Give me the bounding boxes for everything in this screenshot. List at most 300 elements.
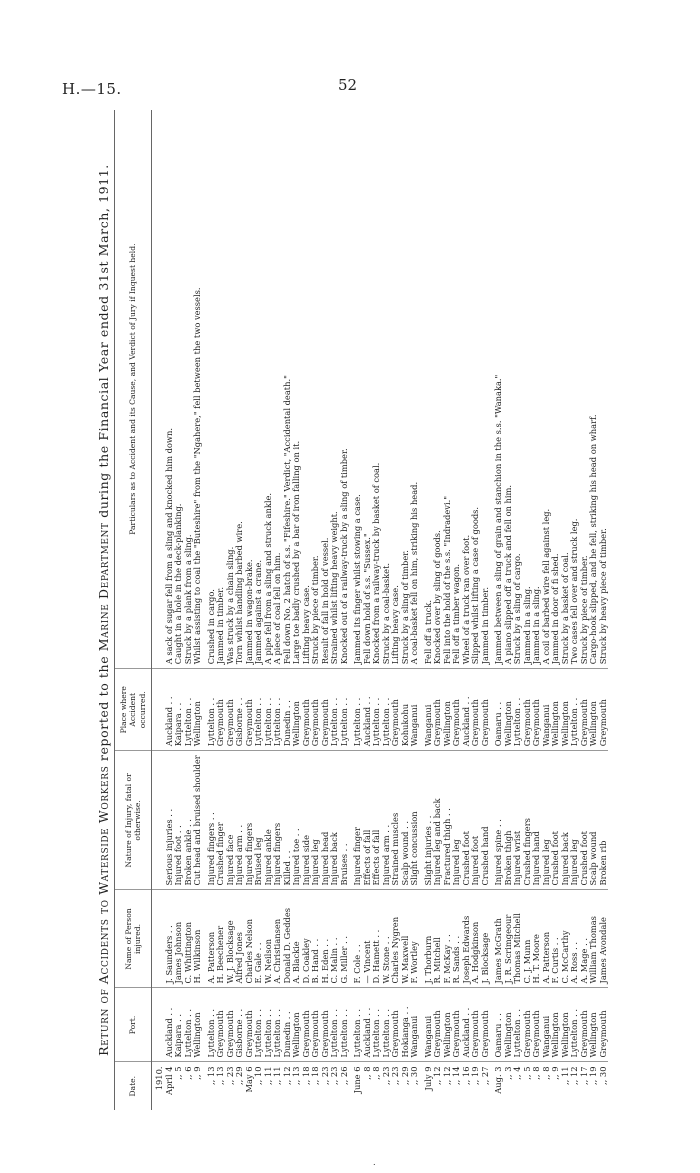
- port-cell: Wanganui: [420, 988, 434, 1062]
- injury-cell: Injured back: [561, 751, 571, 890]
- date-cell: ,, 12: [569, 1066, 579, 1085]
- date-cell: ,, 14: [451, 1066, 461, 1085]
- port-cell: Wellington: [561, 988, 571, 1062]
- date-cell: ,, 13: [205, 1066, 216, 1085]
- particulars-cell: Jammed in a sling.: [532, 110, 542, 669]
- name-cell: C. Malin . .: [330, 890, 340, 988]
- port-cell: Lyttelton . .: [203, 988, 217, 1062]
- name-cell: Joseph Edwards: [462, 890, 472, 988]
- injury-cell: Crushed foot: [462, 751, 472, 890]
- particulars-cell: Result of fall in hold of vessel.: [321, 110, 331, 669]
- injury-cell: Scalp wound . .: [401, 751, 411, 890]
- particulars-cell: Whilst assisting to coal the "Buteshire" from the "Ngahere," fell between the two vessels.: [193, 110, 203, 669]
- title-middle: reported to the: [96, 655, 111, 762]
- name-cell: William Thomas: [589, 890, 599, 988]
- port-cell: Greymouth: [523, 988, 533, 1062]
- particulars-cell: Jammed in door of fi shed.: [551, 110, 561, 669]
- date-cell: ,, 12: [281, 1066, 292, 1085]
- place-cell: Auckland . .: [363, 669, 373, 751]
- name-cell: A. Christiansen: [273, 890, 283, 988]
- particulars-cell: Jammed in timber.: [481, 110, 491, 669]
- injury-cell: Injured leg: [542, 751, 552, 890]
- injury-cell: Crushed fingers: [523, 751, 533, 890]
- name-cell: Alfred Jones: [235, 890, 245, 988]
- place-cell: Greymouth: [216, 669, 226, 751]
- place-cell: Wanganui: [410, 669, 420, 751]
- injury-cell: Crushed foot: [580, 751, 590, 890]
- injury-cell: Broken thigh: [504, 751, 514, 890]
- column-header-name: Name of Person injured.: [115, 890, 152, 988]
- injury-cell: Bruised leg: [254, 751, 264, 890]
- particulars-cell: Fell down hold of s.s. "Sussex.": [363, 110, 373, 669]
- place-cell: [152, 669, 165, 751]
- page-number: 52: [338, 76, 358, 94]
- date-cell: ,, 19: [588, 1066, 598, 1085]
- injury-cell: Injured side: [302, 751, 312, 890]
- place-cell: Wellington: [443, 669, 453, 751]
- particulars-cell: Struck by piece of timber.: [580, 110, 590, 669]
- name-cell: R. Mitchell: [433, 890, 443, 988]
- name-cell: C. Whittington: [184, 890, 194, 988]
- place-cell: Greymouth: [245, 669, 255, 751]
- place-cell: Gisborne . .: [235, 669, 245, 751]
- port-cell: Wellington: [193, 988, 203, 1062]
- name-cell: G. Miller . .: [340, 890, 350, 988]
- particulars-cell: Cargo-hook slipped, and he fell, striking his head on wharf.: [589, 110, 599, 669]
- port-cell: Lyttelton . .: [570, 988, 580, 1062]
- place-cell: Greymouth: [226, 669, 236, 751]
- name-cell: James Avondale: [599, 890, 609, 988]
- place-cell: Greymouth: [580, 669, 590, 751]
- column-header-particulars: Particulars as to Accident and its Cause, and Verdict of Jury if Inquest held.: [115, 110, 152, 669]
- particulars-cell: Torn whilst handling barbed wire.: [235, 110, 245, 669]
- port-cell: Hokianga . .: [401, 988, 411, 1062]
- injury-cell: Injured foot: [471, 751, 481, 890]
- name-cell: Thomas Mitchell: [513, 890, 523, 988]
- date-cell: ,, 23: [224, 1066, 235, 1085]
- particulars-cell: [152, 110, 165, 669]
- name-cell: A. Patterson: [542, 890, 552, 988]
- name-cell: A. Mage . .: [580, 890, 590, 988]
- place-cell: Lyttelton . .: [273, 669, 283, 751]
- port-cell: Auckland . .: [165, 988, 175, 1062]
- port-cell: Greymouth: [391, 988, 401, 1062]
- name-cell: R. Sands . .: [452, 890, 462, 988]
- table-header-row: [115, 110, 152, 1110]
- place-cell: Lyttelton . .: [203, 669, 217, 751]
- name-cell: J. Blocksage: [481, 890, 491, 988]
- column-header-place: Place where Accident occurred.: [115, 669, 152, 751]
- place-cell: Greymouth: [599, 669, 609, 751]
- place-cell: Auckland . .: [165, 669, 175, 751]
- table-row: [481, 110, 491, 1110]
- table-row: [340, 110, 350, 1110]
- date-cell: ,, 8: [371, 1066, 381, 1080]
- name-cell: E. Gale . .: [254, 890, 264, 988]
- port-cell: Greymouth: [216, 988, 226, 1062]
- place-cell: Greymouth: [302, 669, 312, 751]
- particulars-cell: Knocked over by sling of goods.: [433, 110, 443, 669]
- place-cell: Wellington: [561, 669, 571, 751]
- injury-cell: Strained muscles: [391, 751, 401, 890]
- injury-cell: Crushed hand: [481, 751, 491, 890]
- date-cell: ,, 9: [192, 1066, 202, 1080]
- port-cell: Greymouth: [532, 988, 542, 1062]
- injury-cell: Injured leg and back: [433, 751, 443, 890]
- port-cell: Lyttelton . .: [330, 988, 340, 1062]
- injury-cell: Killed . .: [283, 751, 293, 890]
- port-cell: Auckland . .: [462, 988, 472, 1062]
- injury-cell: Injured spine . .: [490, 751, 504, 890]
- date-cell: ,, 11: [262, 1066, 273, 1085]
- date-cell: Aug. 3: [493, 1066, 503, 1094]
- name-cell: F. Wortley: [410, 890, 420, 988]
- name-cell: C. McCarthy: [561, 890, 571, 988]
- port-cell: Greymouth: [311, 988, 321, 1062]
- port-cell: Greymouth: [481, 988, 491, 1062]
- place-cell: Lyttelton . .: [513, 669, 523, 751]
- place-cell: Greymouth: [391, 669, 401, 751]
- place-cell: Lyttelton . .: [372, 669, 382, 751]
- particulars-cell: Jammed in timber.: [216, 110, 226, 669]
- place-cell: Dunedin . .: [283, 669, 293, 751]
- injury-cell: Fractured thigh . .: [443, 751, 453, 890]
- date-cell: ,, 4: [512, 1066, 522, 1080]
- table-row: [420, 110, 434, 1110]
- place-cell: Oamaru . .: [490, 669, 504, 751]
- particulars-cell: Struck by a sling of cargo.: [513, 110, 523, 669]
- column-header-date: Date.: [115, 1062, 152, 1110]
- port-cell: Wanganui: [542, 988, 552, 1062]
- date-cell: ,, 29: [399, 1066, 410, 1085]
- particulars-cell: Slipped whilst lifting a case of goods.: [471, 110, 481, 669]
- page-id: H.—15.: [62, 80, 122, 98]
- name-cell: H. Wilkinson: [193, 890, 203, 988]
- port-cell: [152, 988, 165, 1062]
- name-cell: D. Coakley: [302, 890, 312, 988]
- place-cell: Wellington: [292, 669, 302, 751]
- date-cell: ,, 18: [310, 1066, 320, 1085]
- name-cell: A. Patterson: [203, 890, 217, 988]
- injury-cell: Injured foot . .: [174, 751, 184, 890]
- particulars-cell: Struck by a coal-basket.: [382, 110, 392, 669]
- port-cell: Wellington: [443, 988, 453, 1062]
- port-cell: Greymouth: [580, 988, 590, 1062]
- port-cell: Greymouth: [471, 988, 481, 1062]
- particulars-cell: Fell into the hold of the s.s. "Indradevi.": [443, 110, 453, 669]
- date-cell: ,, 8: [531, 1066, 541, 1080]
- particulars-cell: Strained whilst lifting heavy weight.: [330, 110, 340, 669]
- table-row: [193, 110, 203, 1110]
- place-cell: Kaipara . .: [174, 669, 184, 751]
- particulars-cell: A pipe fell from a sling and struck ankle.: [264, 110, 274, 669]
- particulars-cell: Two cases fell over and struck leg.: [570, 110, 580, 669]
- date-cell: June 6: [352, 1066, 362, 1094]
- injury-cell: Bruises . .: [340, 751, 350, 890]
- column-header-port: Port.: [115, 988, 152, 1062]
- port-cell: Dunedin . .: [283, 988, 293, 1062]
- port-cell: Greymouth: [226, 988, 236, 1062]
- place-cell: Lyttelton . .: [254, 669, 264, 751]
- place-cell: Auckland . .: [462, 669, 472, 751]
- table-row: [203, 110, 217, 1110]
- particulars-cell: Knocked from a railway-truck by basket of coal.: [372, 110, 382, 669]
- particulars-cell: Jammed its finger whilst stowing a case.: [349, 110, 363, 669]
- date-cell: ,, 9: [550, 1066, 560, 1080]
- date-cell: ,, 18: [300, 1066, 311, 1085]
- port-cell: Lyttelton . .: [264, 988, 274, 1062]
- place-cell: Greymouth: [532, 669, 542, 751]
- particulars-cell: Lifting heavy case.: [391, 110, 401, 669]
- injury-cell: Injured leg: [311, 751, 321, 890]
- particulars-cell: A piano slipped off a truck and fell on him.: [504, 110, 514, 669]
- date-cell: ,, 26: [338, 1066, 349, 1085]
- title-suffix: during the Financial Year ended 31st March, 1911.: [96, 164, 111, 518]
- particulars-cell: Lifting heavy case.: [302, 110, 312, 669]
- accidents-table: [114, 110, 608, 1110]
- name-cell: D. Hamett . .: [372, 890, 382, 988]
- name-cell: Charles Nygren: [391, 890, 401, 988]
- date-cell: ,, 8: [361, 1066, 372, 1080]
- date-cell: ,, 10: [253, 1066, 263, 1085]
- name-cell: H. Eden . .: [321, 890, 331, 988]
- port-cell: Lyttelton . .: [273, 988, 283, 1062]
- place-cell: Greymouth: [523, 669, 533, 751]
- date-cell: ,, 11: [272, 1066, 282, 1085]
- place-cell: Greymouth: [452, 669, 462, 751]
- name-cell: J. Thorburn: [420, 890, 434, 988]
- date-cell: ,, 23: [390, 1066, 400, 1085]
- injury-cell: Injured fingers . .: [203, 751, 217, 890]
- title-prefix: Return of: [96, 988, 111, 1056]
- injury-cell: Injured leg: [452, 751, 462, 890]
- port-cell: Wanganui: [410, 988, 420, 1062]
- place-cell: Kohukohu: [401, 669, 411, 751]
- date-cell: ,, 17: [578, 1066, 589, 1085]
- name-cell: H. Beechener: [216, 890, 226, 988]
- date-cell: April 4: [163, 1066, 174, 1095]
- particulars-cell: A coil of barbed wire fell against leg.: [542, 110, 552, 669]
- table-row: [599, 110, 609, 1110]
- name-cell: F. Cole . .: [349, 890, 363, 988]
- particulars-cell: Fell down No. 2 hatch of s.s. "Fifeshire." Verdict, "Accidental death.": [283, 110, 293, 669]
- port-cell: Wellington: [551, 988, 561, 1062]
- injury-cell: Serious injuries . .: [165, 751, 175, 890]
- particulars-cell: Large toe badly crushed by a bar of iron falling on it.: [292, 110, 302, 669]
- port-cell: Oamaru . .: [490, 988, 504, 1062]
- particulars-cell: Jammed between a sling of grain and stanchion in the s.s. "Wanaka.": [490, 110, 504, 669]
- name-cell: James Johnson: [174, 890, 184, 988]
- injury-cell: Effects of fall: [363, 751, 373, 890]
- place-cell: Lyttelton . .: [349, 669, 363, 751]
- injury-cell: Slight concussion: [410, 751, 420, 890]
- column-header-injury: Nature of Injury, fatal or otherwise.: [115, 751, 152, 890]
- place-cell: Greymouth: [433, 669, 443, 751]
- date-cell: 1910.: [154, 1066, 164, 1091]
- port-cell: Lyttelton . .: [513, 988, 523, 1062]
- particulars-cell: A coal-basket fell on him, striking his head.: [410, 110, 420, 669]
- place-cell: Greymouth: [321, 669, 331, 751]
- name-cell: A. Hodgkinson: [471, 890, 481, 988]
- date-cell: ,, 23: [329, 1066, 339, 1085]
- injury-cell: [152, 751, 165, 890]
- name-cell: A. Ross . .: [570, 890, 580, 988]
- date-cell: ,, 12: [432, 1066, 442, 1085]
- injury-cell: Effects of fall: [372, 751, 382, 890]
- date-cell: ,, 11: [559, 1066, 570, 1085]
- name-cell: W. Neilson: [264, 890, 274, 988]
- date-cell: ,, 19: [470, 1066, 480, 1085]
- table-title: [96, 110, 111, 1110]
- port-cell: Greymouth: [245, 988, 255, 1062]
- particulars-cell: Wheel of a truck ran over foot.: [462, 110, 472, 669]
- port-cell: Lyttelton . .: [382, 988, 392, 1062]
- date-cell: ,, 13: [215, 1066, 225, 1085]
- particulars-cell: Crushed in cargo.: [203, 110, 217, 669]
- name-cell: Donald D. Geddes: [283, 890, 293, 988]
- name-cell: F. Curtis . .: [551, 890, 561, 988]
- date-cell: ,, 12: [441, 1066, 452, 1085]
- port-cell: Lyttelton . .: [372, 988, 382, 1062]
- injury-cell: Broken rib: [599, 751, 609, 890]
- name-cell: W. Maxwell: [401, 890, 411, 988]
- date-cell: ,, 8: [540, 1066, 551, 1080]
- table-body: [152, 110, 609, 1110]
- injury-cell: Scalp wound: [589, 751, 599, 890]
- particulars-cell: Struck by heavy piece of timber.: [599, 110, 609, 669]
- name-cell: H. T. Moore: [532, 890, 542, 988]
- name-cell: J. R. Scrimgeour: [504, 890, 514, 988]
- injury-cell: Injured wrist: [513, 751, 523, 890]
- place-cell: Wanganui: [420, 669, 434, 751]
- injury-cell: Injured fingers: [245, 751, 255, 890]
- injury-cell: Injured fingers: [273, 751, 283, 890]
- particulars-cell: Jammed against a crane.: [254, 110, 264, 669]
- injury-cell: Cut head and bruised shoulder: [193, 751, 203, 890]
- place-cell: Greymouth: [481, 669, 491, 751]
- place-cell: Lyttelton . .: [264, 669, 274, 751]
- date-cell: ,, 3: [502, 1066, 513, 1080]
- port-cell: Gisborne . .: [235, 988, 245, 1062]
- table-row: [490, 110, 504, 1110]
- injury-cell: Injured hand: [532, 751, 542, 890]
- place-cell: Wellington: [551, 669, 561, 751]
- port-cell: Lyttelton . .: [184, 988, 194, 1062]
- name-cell: Charles Nelson: [245, 890, 255, 988]
- place-cell: Lyttelton . .: [340, 669, 350, 751]
- injury-cell: Injured arm . .: [235, 751, 245, 890]
- name-cell: W. J. Blocksage: [226, 890, 236, 988]
- date-cell: ,, 6: [182, 1066, 193, 1080]
- date-cell: May 6: [243, 1066, 254, 1093]
- table-row: [410, 110, 420, 1110]
- date-cell: July 9: [422, 1066, 433, 1091]
- particulars-cell: Fell off a truck.: [420, 110, 434, 669]
- name-cell: C. J. Munn: [523, 890, 533, 988]
- port-cell: Greymouth: [321, 988, 331, 1062]
- place-cell: Greymouth: [471, 669, 481, 751]
- name-cell: A. Blackie: [292, 890, 302, 988]
- place-cell: Wellington: [589, 669, 599, 751]
- particulars-cell: Jammed in a sling.: [523, 110, 533, 669]
- injury-cell: Slight injuries . .: [420, 751, 434, 890]
- date-cell: ,, 16: [460, 1066, 471, 1085]
- title-department: Marine Department: [96, 522, 111, 652]
- place-cell: Lyttelton . .: [382, 669, 392, 751]
- title-main: Accidents to Waterside Workers: [96, 765, 111, 985]
- port-cell: Lyttelton . .: [349, 988, 363, 1062]
- date-cell: ,, 23: [319, 1066, 330, 1085]
- place-cell: Greymouth: [311, 669, 321, 751]
- name-cell: B. Hand . .: [311, 890, 321, 988]
- name-cell: — Vincent: [363, 890, 373, 988]
- date-cell: ,, 30: [409, 1066, 419, 1085]
- date-cell: ,, 5: [173, 1066, 183, 1080]
- stray-mark: .: [373, 1158, 376, 1167]
- port-cell: Greymouth: [599, 988, 609, 1062]
- name-cell: W. Stone . .: [382, 890, 392, 988]
- port-cell: Greymouth: [302, 988, 312, 1062]
- injury-cell: Crushed foot: [551, 751, 561, 890]
- port-cell: Wellington: [589, 988, 599, 1062]
- port-cell: Lyttelton . .: [340, 988, 350, 1062]
- date-cell: ,, 27: [479, 1066, 490, 1085]
- name-cell: F. McKay . .: [443, 890, 453, 988]
- injury-cell: Injured leg: [570, 751, 580, 890]
- particulars-cell: Struck by a plank from a sling.: [184, 110, 194, 669]
- table-row: [349, 110, 363, 1110]
- port-cell: Kaipara . .: [174, 988, 184, 1062]
- place-cell: Wellington: [193, 669, 203, 751]
- particulars-cell: Struck by a sling of timber.: [401, 110, 411, 669]
- injury-cell: Injured head: [321, 751, 331, 890]
- port-cell: Greymouth: [452, 988, 462, 1062]
- port-cell: Greymouth: [433, 988, 443, 1062]
- port-cell: Wellington: [292, 988, 302, 1062]
- particulars-cell: Caught in a hole in the deck-planking.: [174, 110, 184, 669]
- place-cell: Wanganui: [542, 669, 552, 751]
- date-cell: ,, 30: [597, 1066, 608, 1085]
- name-cell: J. Saunders . .: [165, 890, 175, 988]
- port-cell: Wellington: [504, 988, 514, 1062]
- particulars-cell: Struck by piece of timber.: [311, 110, 321, 669]
- particulars-cell: Fell off a timber wagon.: [452, 110, 462, 669]
- particulars-cell: Was struck by a chain sling.: [226, 110, 236, 669]
- particulars-cell: Struck by a basket of coal.: [561, 110, 571, 669]
- injury-cell: Injured ankle: [264, 751, 274, 890]
- name-cell: James McGrath: [490, 890, 504, 988]
- rotated-table-region: [96, 110, 656, 1110]
- date-cell: ,, 5: [521, 1066, 532, 1080]
- particulars-cell: Knocked out of a railway-truck by a sling of timber.: [340, 110, 350, 669]
- date-cell: ,, 23: [380, 1066, 391, 1085]
- injury-cell: Injured arm . .: [382, 751, 392, 890]
- injury-cell: Injured toe . .: [292, 751, 302, 890]
- injury-cell: Injured face: [226, 751, 236, 890]
- place-cell: Lyttelton . .: [570, 669, 580, 751]
- name-cell: [152, 890, 165, 988]
- place-cell: Lyttelton . .: [184, 669, 194, 751]
- port-cell: Auckland . .: [363, 988, 373, 1062]
- port-cell: Lyttelton . .: [254, 988, 264, 1062]
- particulars-cell: Jammed in wagon-brake.: [245, 110, 255, 669]
- place-cell: Wellington: [504, 669, 514, 751]
- place-cell: Lyttelton . .: [330, 669, 340, 751]
- year-row: [152, 110, 165, 1110]
- date-cell: ,, 29: [234, 1066, 244, 1085]
- injury-cell: Injured finger: [349, 751, 363, 890]
- date-cell: ,, 13: [291, 1066, 301, 1085]
